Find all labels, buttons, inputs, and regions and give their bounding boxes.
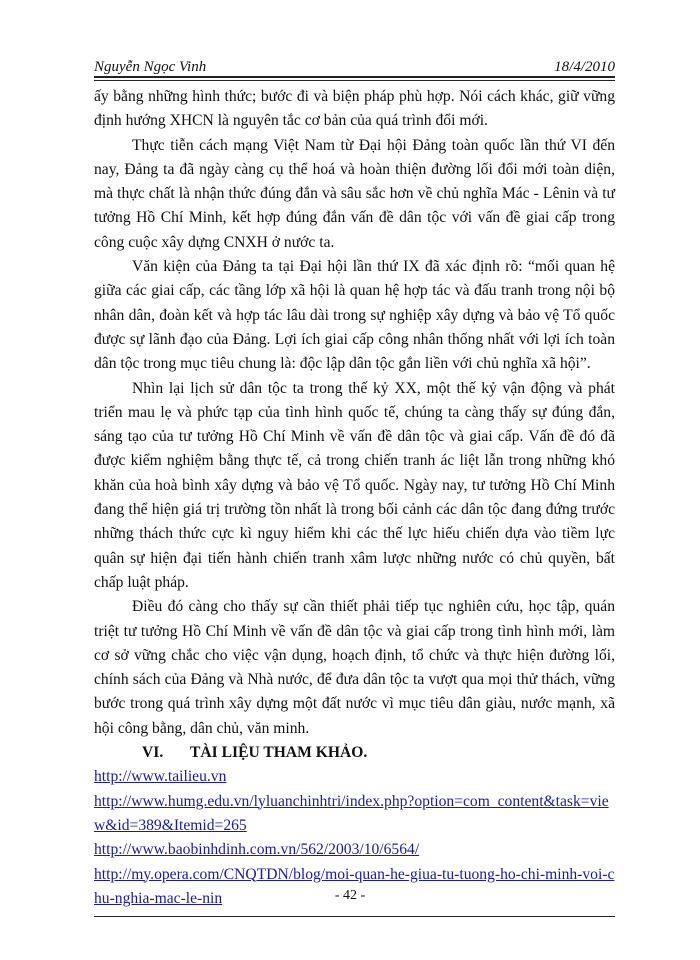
header-author: Nguyễn Ngọc Vinh xyxy=(94,59,207,75)
page-number: - 42 - xyxy=(334,888,366,903)
section-title: TÀI LIỆU THAM KHẢO. xyxy=(190,744,368,762)
paragraph: Văn kiện của Đảng ta tại Đại hội lần thứ IX đã xác định rõ: “mối quan hệ giữa các giai cấp, các tầng lớp xã hội là quan hệ hợp tác và đấu tranh trong nội bộ nhân dân, đoàn kết và hợp tác lâu dài trong sự nghiệp xây dựng và bảo vệ Tổ quốc được sự lãnh đạo của Đảng. Lợi ích giai cấp công nhân thống nhất với lợi ích toàn dân tộc trong mục tiêu chung là: độc lập dân tộc gắn liền với chủ nghĩa xã hội”. xyxy=(94,258,615,373)
paragraph: Nhìn lại lịch sử dân tộc ta trong thế kỷ XX, một thế kỷ vận động và phát triển mau lẹ và phức tạp của tình hình quốc tế, chúng ta càng thấy sự đúng đắn, sáng tạo của tư tưởng Hồ Chí Minh về vấn đề dân tộc và giai cấp. Vấn đề đó đã được kiểm nghiệm bằng thực tế, cả trong chiến tranh ác liệt lẫn trong những khó khăn của hoà bình xây dựng và bảo vệ Tổ quốc. Ngày nay, tư tưởng Hồ Chí Minh đang thể hiện giá trị trường tồn nhất là trong bối cảnh các dân tộc đang đứng trước những thách thức cực kì nguy hiểm khi các thế lực hiếu chiến dựa vào tiềm lực quân sự hiện đại tiến hành chiến tranh xâm lược những nước có chủ quyền, bất chấp luật pháp. xyxy=(94,379,615,591)
header-rule-thin xyxy=(94,80,615,81)
paragraph: Điều đó càng cho thấy sự cần thiết phải tiếp tục nghiên cứu, học tập, quán triệt tư tưởng Hồ Chí Minh về vấn đề dân tộc và giai cấp trong tình hình mới, làm cơ sở vững chắc cho việc vận dụng, hoạch định, tổ chức và thực hiện đường lối, chính sách của Đảng và Nhà nước, để đưa dân tộc ta vượt qua mọi thử thách, vững bước trong quá trình xây dựng một đất nước vì mục tiêu dân giàu, nước mạnh, xã hội công bằng, dân chủ, văn minh. xyxy=(94,598,615,737)
page-body xyxy=(94,85,615,911)
reference-link[interactable]: http://www.baobinhdinh.com.vn/562/2003/10/6564/ xyxy=(94,841,420,859)
reference-link[interactable]: http://www.humg.edu.vn/lyluanchinhtri/index.php?option=com_content&task=view&id=389&Itemid=265 xyxy=(94,792,609,834)
section-number: VI. xyxy=(142,744,164,762)
paragraph: ấy bằng những hình thức; bước đi và biện pháp phù hợp. Nói cách khác, giữ vững định hướng XHCN là nguyên tắc cơ bản của quá trình đổi mới. xyxy=(94,88,615,130)
header-rule-thick xyxy=(94,76,615,78)
paragraph: Thực tiễn cách mạng Việt Nam từ Đại hội Đảng toàn quốc lần thứ VI đến nay, Đảng ta đã ngày càng cụ thể hoá và hoàn thiện đường lối đổi mới toàn diện, mà thực chất là nhận thức đúng đắn và sâu sắc hơn về chủ nghĩa Mác - Lênin và tư tưởng Hồ Chí Minh, kết hợp đúng đắn vấn đề dân tộc với vấn đề giai cấp trong công cuộc xây dựng CNXH ở nước ta. xyxy=(94,136,615,251)
page-header xyxy=(94,50,615,76)
footer-rule xyxy=(94,916,615,917)
section-heading xyxy=(94,741,615,765)
reference-link[interactable]: http://www.tailieu.vn xyxy=(94,768,227,786)
header-date: 18/4/2010 xyxy=(554,59,615,75)
reference-link[interactable]: http://my.opera.com/CNQTDN/blog/moi-quan-he-giua-tu-tuong-ho-chi-minh-voi-chu-nghia-mac-le-nin xyxy=(94,865,615,907)
